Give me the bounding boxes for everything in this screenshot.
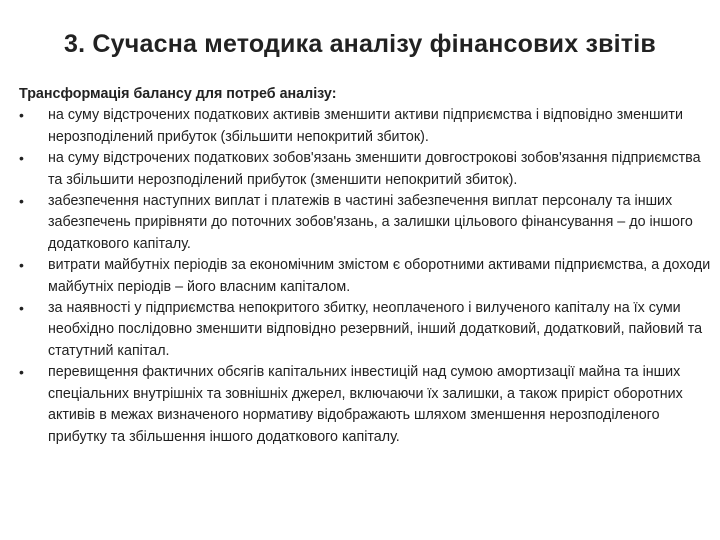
bullet-text: перевищення фактичних обсягів капітальних інвестицій над сумою амортизації майна та інших спеціальних внутрішніх та зовнішніх джерел, включаючи їх залишки, а також приріст оборотних активів в межах визначеного нормативу відображають шляхом зменшення нерозподіленого прибутку та збільшення іншого додаткового капіталу. — [48, 364, 683, 445]
bullet-item — [19, 362, 713, 448]
bullet-item — [19, 148, 713, 191]
bullet-text: забезпечення наступних виплат і платежів в частині забезпечення виплат персоналу та інших забезпечень прирівняти до поточних зобов'язань, а залишки цільового фінансування – до іншого додаткового капіталу. — [48, 193, 693, 252]
bullet-dot-icon: • — [19, 300, 24, 317]
bullet-dot-icon: • — [19, 150, 24, 167]
bullet-text: на суму відстрочених податкових зобов'язань зменшити довгострокові зобов'язання підприємства та збільшити нерозподілений прибуток (зменшити непокритий збиток). — [48, 150, 701, 188]
bullet-dot-icon: • — [19, 193, 24, 210]
section-subtitle: Трансформація балансу для потреб аналізу: — [19, 86, 337, 102]
bullet-item — [19, 191, 713, 255]
bullet-item — [19, 105, 713, 148]
bullet-list — [19, 105, 713, 448]
bullet-text: на суму відстрочених податкових активів зменшити активи підприємства і відповідно зменшити нерозподілений прибуток (збільшити непокритий збиток). — [48, 107, 683, 145]
bullet-dot-icon: • — [19, 364, 24, 381]
slide-title: 3. Сучасна методика аналізу фінансових звітів — [64, 29, 656, 58]
bullet-item — [19, 255, 713, 298]
bullet-item — [19, 298, 713, 362]
slide-content — [19, 84, 713, 448]
bullet-text: витрати майбутніх періодів за економічним змістом є оборотними активами підприємства, а доходи майбутніх періодів – його власним капіталом. — [48, 257, 711, 295]
bullet-text: за наявності у підприємства непокритого збитку, неоплаченого і вилученого капіталу на їх суми необхідно послідовно зменшити відповідно резервний, інший додатковий, додатковий, пайовий та статутний капітал. — [48, 300, 703, 359]
bullet-dot-icon: • — [19, 257, 24, 274]
bullet-dot-icon: • — [19, 107, 24, 124]
